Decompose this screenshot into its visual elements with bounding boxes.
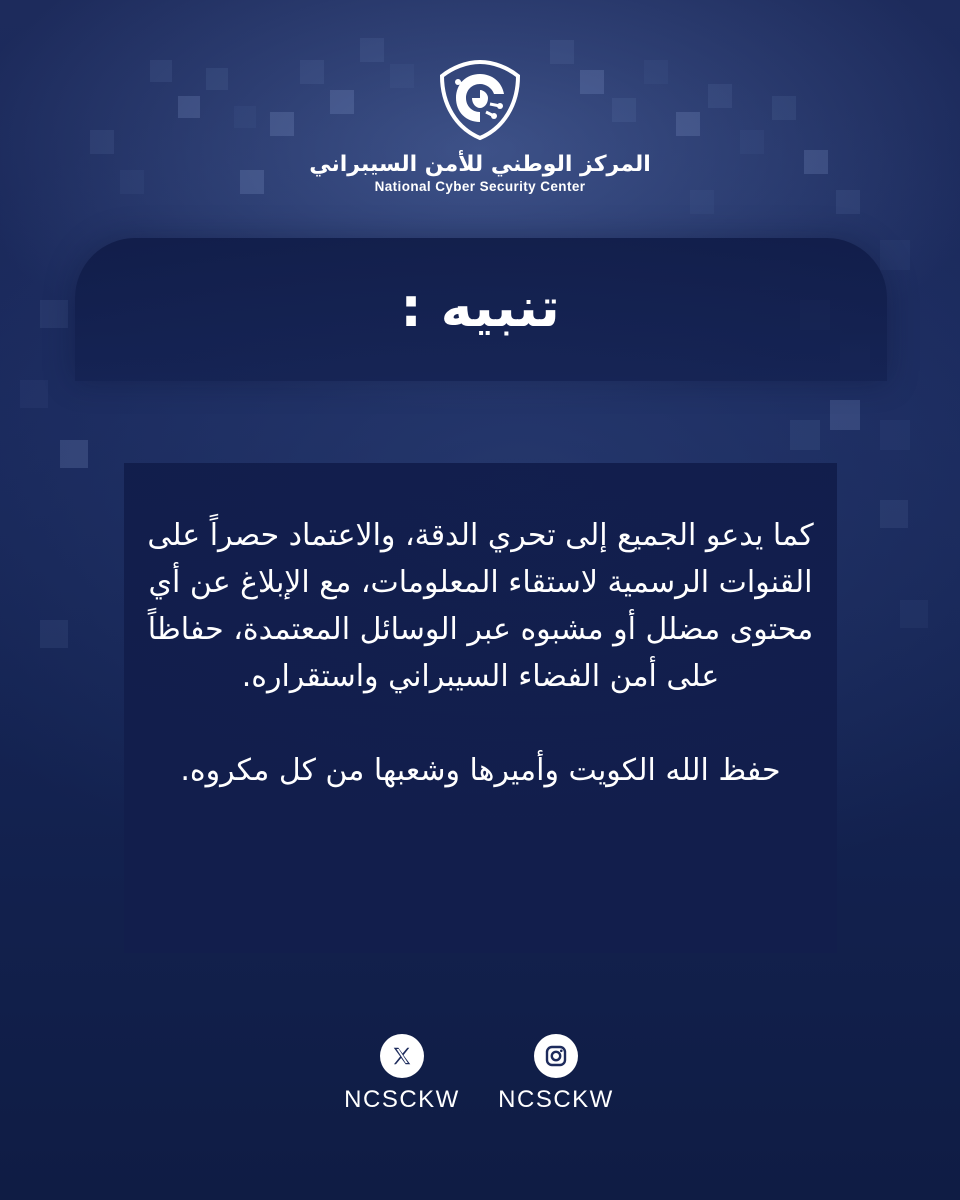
message-text [140,512,821,794]
instagram-handle[interactable]: NCSCKW [498,1086,614,1113]
logo-name-english: National Cyber Security Center [374,179,586,194]
alert-title: تنبيه : [400,276,560,339]
logo-name-arabic: المركز الوطني للأمن السيبراني [309,152,651,177]
instagram-icon[interactable] [534,1034,578,1078]
x-icon[interactable] [380,1034,424,1078]
x-handle[interactable]: NCSCKW [344,1086,460,1113]
social-x[interactable] [322,1034,482,1114]
message-paragraph-2: حفظ الله الكويت وأميرها وشعبها من كل مكروه. [180,753,781,788]
social-instagram[interactable] [476,1034,636,1114]
message-paragraph-1: كما يدعو الجميع إلى تحري الدقة، والاعتماد حصراً على القنوات الرسمية لاستقاء المعلومات، مع الإبلاغ عن أي محتوى مضلل أو مشبوه عبر الوسائل المعتمدة، حفاظاً على أمن الفضاء السيبراني واستقراره. [147,518,814,694]
ncsc-logo [0,58,960,194]
ncsc-shield-icon [438,58,522,142]
